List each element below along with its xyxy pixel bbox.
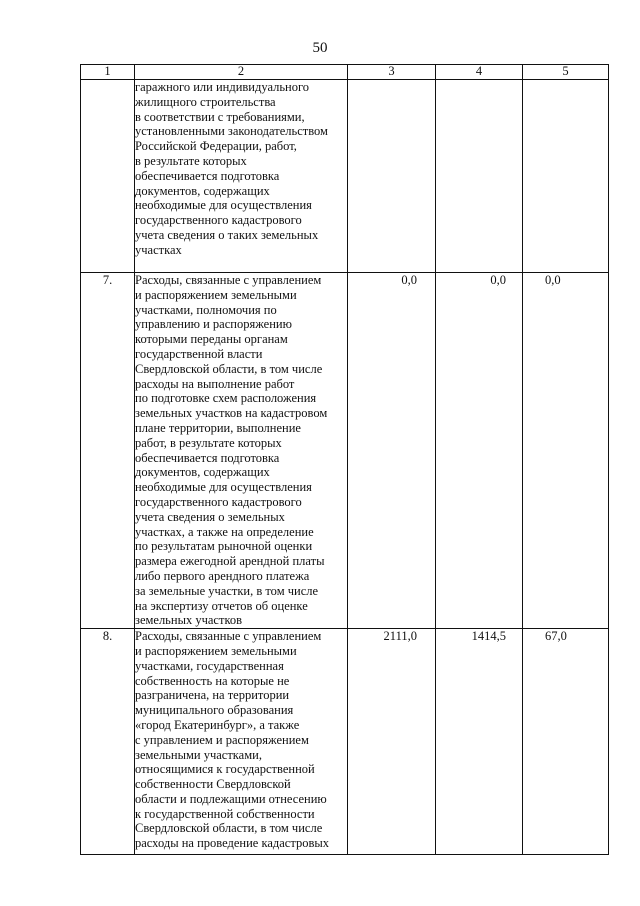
column-header-3: 3: [348, 65, 436, 80]
row-value-col3: 2111,0: [348, 629, 436, 855]
row-value-col5: [523, 80, 609, 273]
row-description: гаражного или индивидуального жилищного строительства в соответствии с требованиями, установленными законодательством Российской Федерации, работ, в результате которых обеспечивается подготовка документов, содержащих необходимые для осуществления государственного кадастрового учета сведения о таких земельных участках: [135, 80, 348, 273]
row-value-col4: 0,0: [436, 273, 523, 629]
table-row: [81, 273, 609, 629]
row-value-col5: 0,0: [523, 273, 609, 629]
budget-table: [80, 64, 609, 855]
table-header-row: [81, 65, 609, 80]
row-value-col3: [348, 80, 436, 273]
table-row: [81, 629, 609, 855]
column-header-2: 2: [135, 65, 348, 80]
row-number: 8.: [81, 629, 135, 855]
column-header-5: 5: [523, 65, 609, 80]
row-value-col5: 67,0: [523, 629, 609, 855]
column-header-1: 1: [81, 65, 135, 80]
table-row: [81, 80, 609, 273]
row-value-col3: 0,0: [348, 273, 436, 629]
row-description: Расходы, связанные с управлением и распоряжением земельными участками, государственная собственность на которые не разграничена, на территории муниципального образования «город Екатеринбург», а также с управлением и распоряжением земельными участками, относящимися к государственной собственности Свердловской области и подлежащими отнесению к государственной собственности Свердловской области, в том числе расходы на проведение кадастровых: [135, 629, 348, 855]
row-number: 7.: [81, 273, 135, 629]
column-header-4: 4: [436, 65, 523, 80]
page-number: 50: [312, 40, 328, 56]
row-value-col4: 1414,5: [436, 629, 523, 855]
row-number: [81, 80, 135, 273]
row-description: Расходы, связанные с управлением и распоряжением земельными участками, полномочия по управлению и распоряжению которыми переданы органам государственной власти Свердловской области, в том числе расходы на выполнение работ по подготовке схем расположения земельных участков на кадастровом плане территории, выполнение работ, в результате которых обеспечивается подготовка документов, содержащих необходимые для осуществления государственного кадастрового учета сведения о земельных участках, а также на определение по результатам рыночной оценки размера ежегодной арендной платы либо первого арендного платежа за земельные участки, в том числе на экспертизу отчетов об оценке земельных участков: [135, 273, 348, 629]
row-value-col4: [436, 80, 523, 273]
